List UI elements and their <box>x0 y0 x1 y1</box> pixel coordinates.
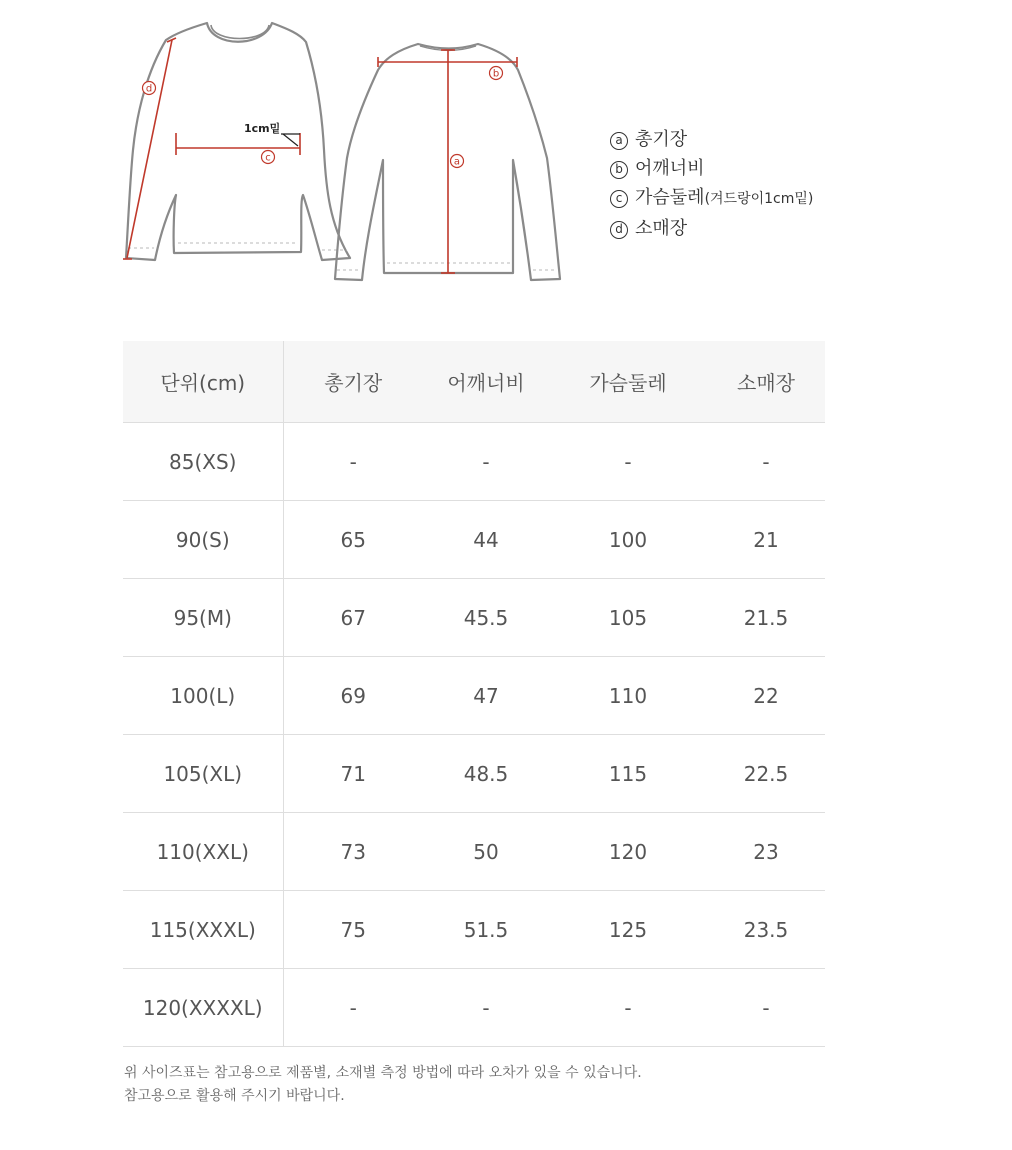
value-cell: 67 <box>283 579 423 657</box>
header-sleeve: 소매장 <box>737 371 795 395</box>
table-row <box>123 969 825 1047</box>
legend-item-shoulder <box>610 154 813 183</box>
value-cell: 69 <box>283 657 423 735</box>
value-cell: 50 <box>423 813 549 891</box>
legend-item-total-length <box>610 125 813 154</box>
header-total-length: 총기장 <box>324 371 383 395</box>
front-view-shirt <box>126 23 350 260</box>
table-row <box>123 735 825 813</box>
value-cell: 21.5 <box>707 579 825 657</box>
legend-marker-c: c <box>610 190 628 208</box>
value-cell: 23.5 <box>707 891 825 969</box>
value-cell: 51.5 <box>423 891 549 969</box>
value-cell: 75 <box>283 891 423 969</box>
value-cell: 45.5 <box>423 579 549 657</box>
value-cell: - <box>423 969 549 1047</box>
marker-d: d <box>145 83 153 95</box>
value-cell: - <box>283 969 423 1047</box>
disclaimer-line: 참고용으로 활용해 주시기 바랍니다. <box>124 1088 345 1104</box>
value-cell: - <box>423 423 549 501</box>
marker-a: a <box>453 156 461 168</box>
legend-label: 가슴둘레 <box>635 187 705 208</box>
value-cell: 44 <box>423 501 549 579</box>
value-cell: 48.5 <box>423 735 549 813</box>
size-cell: 95(M) <box>123 579 283 657</box>
marker-b: b <box>492 68 500 80</box>
header-shoulder: 어깨너비 <box>447 371 525 395</box>
value-cell: 100 <box>549 501 707 579</box>
value-cell: - <box>549 423 707 501</box>
legend-item-chest <box>610 183 813 214</box>
value-cell: 21 <box>707 501 825 579</box>
value-cell: 125 <box>549 891 707 969</box>
value-cell: 120 <box>549 813 707 891</box>
header-chest: 가슴둘레 <box>589 371 667 395</box>
table-row <box>123 657 825 735</box>
value-cell: 105 <box>549 579 707 657</box>
size-cell: 120(XXXXL) <box>123 969 283 1047</box>
value-cell: 110 <box>549 657 707 735</box>
measurement-legend <box>610 125 813 243</box>
value-cell: - <box>283 423 423 501</box>
value-cell: 71 <box>283 735 423 813</box>
legend-marker-d: d <box>610 221 628 239</box>
size-cell: 85(XS) <box>123 423 283 501</box>
value-cell: 22 <box>707 657 825 735</box>
legend-marker-b: b <box>610 161 628 179</box>
legend-marker-a: a <box>610 132 628 150</box>
chest-note-label: 1cm밑 <box>244 122 281 135</box>
size-cell: 115(XXXL) <box>123 891 283 969</box>
size-cell: 100(L) <box>123 657 283 735</box>
value-cell: 65 <box>283 501 423 579</box>
legend-label: 소매장 <box>635 218 688 239</box>
table-row <box>123 423 825 501</box>
value-cell: 47 <box>423 657 549 735</box>
table-row <box>123 813 825 891</box>
disclaimer-line: 위 사이즈표는 참고용으로 제품별, 소재별 측정 방법에 따라 오차가 있을 수 있습니다. <box>124 1065 642 1081</box>
value-cell: 73 <box>283 813 423 891</box>
legend-item-sleeve <box>610 214 813 243</box>
table-row <box>123 501 825 579</box>
table-row <box>123 579 825 657</box>
legend-label: 어깨너비 <box>635 158 705 179</box>
garment-diagram <box>0 0 600 300</box>
table-header-row <box>123 341 825 423</box>
legend-label: 총기장 <box>635 129 688 150</box>
size-cell: 110(XXL) <box>123 813 283 891</box>
header-unit: 단위(cm) <box>123 341 283 423</box>
value-cell: - <box>549 969 707 1047</box>
marker-c: c <box>265 152 271 164</box>
value-cell: - <box>707 423 825 501</box>
size-disclaimer <box>124 1062 642 1108</box>
value-cell: 22.5 <box>707 735 825 813</box>
value-cell: - <box>707 969 825 1047</box>
table-row <box>123 891 825 969</box>
value-cell: 23 <box>707 813 825 891</box>
size-cell: 90(S) <box>123 501 283 579</box>
size-cell: 105(XL) <box>123 735 283 813</box>
size-table <box>123 341 825 1047</box>
legend-note: (겨드랑이1cm밑) <box>704 191 814 207</box>
value-cell: 115 <box>549 735 707 813</box>
